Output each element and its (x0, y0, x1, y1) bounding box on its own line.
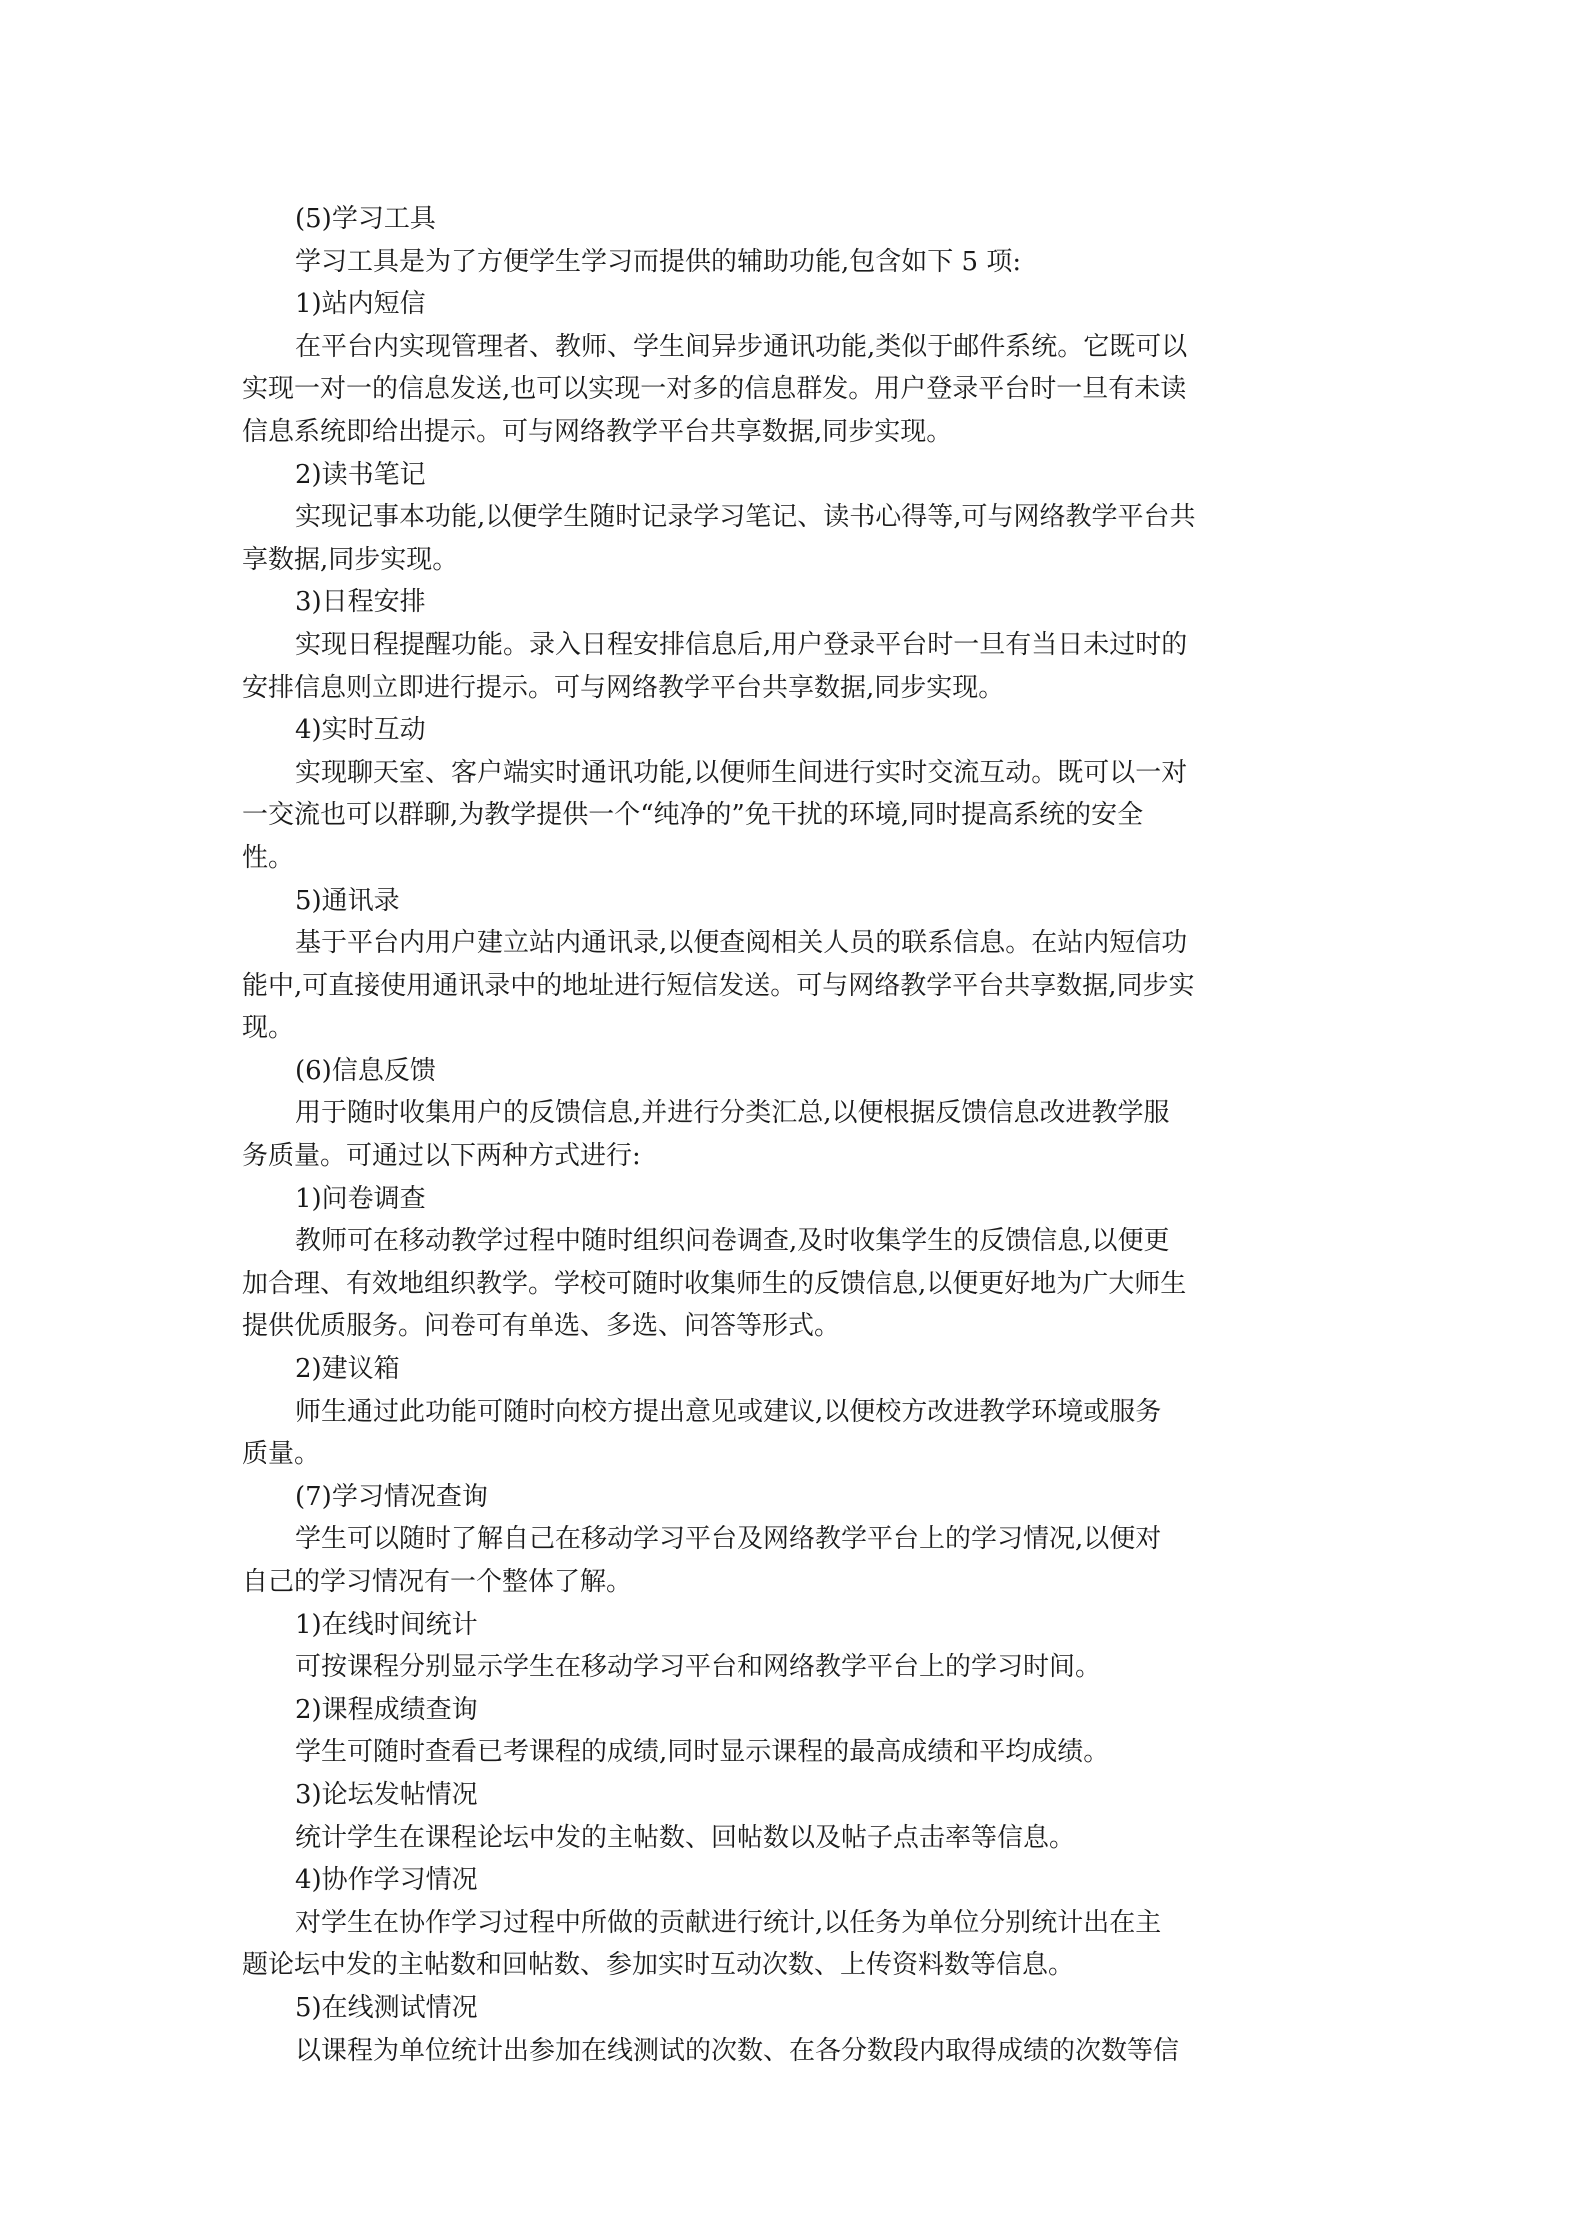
text-line-indented: 可按课程分别显示学生在移动学习平台和网络教学平台上的学习时间。 (295, 1652, 1102, 1683)
text-line: 信息系统即给出提示。可与网络教学平台共享数据,同步实现。 (242, 416, 953, 447)
text-line: 题论坛中发的主帖数和回帖数、参加实时互动次数、上传资料数等信息。 (242, 1950, 1075, 1981)
text-line: 安排信息则立即进行提示。可与网络教学平台共享数据,同步实现。 (242, 672, 1005, 703)
text-line-indented: 4)实时互动 (295, 715, 426, 746)
text-line-indented: 学生可随时查看已考课程的成绩,同时显示课程的最高成绩和平均成绩。 (295, 1737, 1110, 1768)
text-line-indented: (7)学习情况查询 (295, 1481, 488, 1512)
text-line-indented: 实现日程提醒功能。录入日程安排信息后,用户登录平台时一旦有当日未过时的 (295, 629, 1188, 660)
text-line-indented: (5)学习工具 (295, 204, 436, 234)
text-line-indented: 5)在线测试情况 (295, 1992, 478, 2023)
text-line-indented: 在平台内实现管理者、教师、学生间异步通讯功能,类似于邮件系统。它既可以 (295, 331, 1188, 362)
text-line-indented: 实现记事本功能,以便学生随时记录学习笔记、读书心得等,可与网络教学平台共 (295, 502, 1196, 533)
text-line-indented: 基于平台内用户建立站内通讯录,以便查阅相关人员的联系信息。在站内短信功 (295, 928, 1188, 959)
text-line-indented: 学生可以随时了解自己在移动学习平台及网络教学平台上的学习情况,以便对 (295, 1524, 1162, 1555)
text-line-indented: 教师可在移动教学过程中随时组织问卷调查,及时收集学生的反馈信息,以便更 (295, 1226, 1170, 1257)
text-line: 提供优质服务。问卷可有单选、多选、问答等形式。 (242, 1311, 841, 1342)
text-line-indented: 2)建议箱 (295, 1354, 400, 1385)
text-line-indented: 3)论坛发帖情况 (295, 1779, 478, 1810)
text-line-indented: 以课程为单位统计出参加在线测试的次数、在各分数段内取得成绩的次数等信 (295, 2035, 1180, 2066)
text-line-indented: 实现聊天室、客户端实时通讯功能,以便师生间进行实时交流互动。既可以一对 (295, 757, 1188, 788)
text-line: 现。 (242, 1013, 295, 1044)
text-line-indented: 4)协作学习情况 (295, 1865, 478, 1896)
text-line: 享数据,同步实现。 (242, 544, 459, 575)
text-line-indented: 师生通过此功能可随时向校方提出意见或建议,以便校方改进教学环境或服务 (295, 1396, 1162, 1427)
text-line: 一交流也可以群聊,为教学提供一个“纯净的”免干扰的环境,同时提高系统的安全 (242, 800, 1144, 831)
text-line: 性。 (242, 842, 295, 873)
text-line-indented: 对学生在协作学习过程中所做的贡献进行统计,以任务为单位分别统计出在主 (295, 1907, 1162, 1938)
document-body (242, 198, 1342, 2072)
text-line: 自己的学习情况有一个整体了解。 (242, 1567, 633, 1597)
text-line: 加合理、有效地组织教学。学校可随时收集师生的反馈信息,以便更好地为广大师生 (242, 1268, 1187, 1299)
text-line: 务质量。可通过以下两种方式进行: (242, 1141, 641, 1172)
text-line-indented: 1)站内短信 (295, 289, 426, 320)
text-line: 实现一对一的信息发送,也可以实现一对多的信息群发。用户登录平台时一旦有未读 (242, 374, 1187, 405)
text-line-indented: 统计学生在课程论坛中发的主帖数、回帖数以及帖子点击率等信息。 (295, 1822, 1076, 1853)
text-line-indented: 2)读书笔记 (295, 459, 426, 490)
text-line-indented: 1)问卷调查 (295, 1183, 426, 1214)
text-line-indented: 2)课程成绩查询 (295, 1694, 478, 1725)
text-line-indented: (6)信息反馈 (295, 1055, 436, 1086)
text-line-indented: 用于随时收集用户的反馈信息,并进行分类汇总,以便根据反馈信息改进教学服 (295, 1098, 1170, 1129)
text-line: 质量。 (242, 1439, 321, 1470)
text-line: 能中,可直接使用通讯录中的地址进行短信发送。可与网络教学平台共享数据,同步实 (242, 970, 1195, 1001)
text-line-indented: 1)在线时间统计 (295, 1609, 478, 1640)
text-line-indented: 5)通讯录 (295, 885, 400, 916)
text-line-indented: 3)日程安排 (295, 587, 426, 618)
text-line-indented: 学习工具是为了方便学生学习而提供的辅助功能,包含如下 5 项: (295, 246, 1022, 277)
